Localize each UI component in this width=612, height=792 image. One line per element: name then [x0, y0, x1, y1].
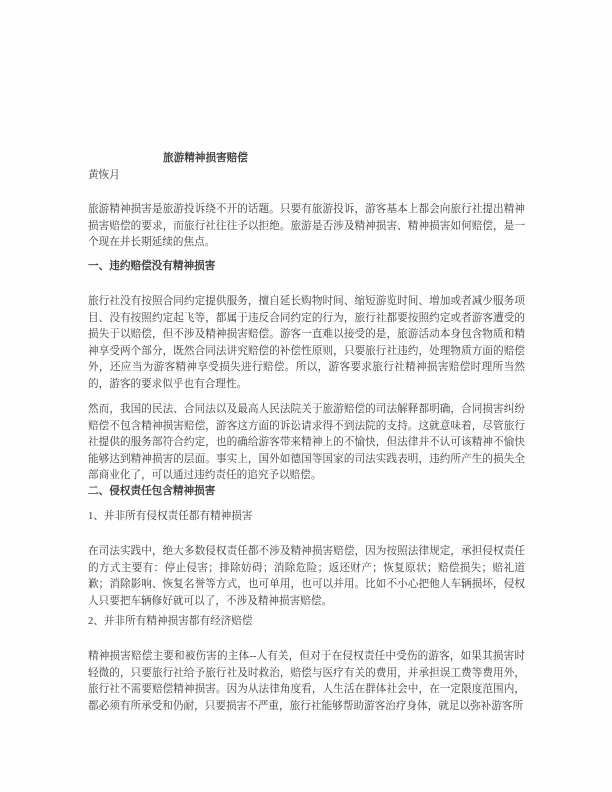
paragraph-law-position: 然而，我国的民法、合同法以及最高人民法院关于旅游赔偿的司法解释都明确，合同损害纠纷赔偿不包含精神损害赔偿，游客这方面的诉讼请求得不到法院的支持。这就意味着，尽管旅行社提供的服务部符合约定，也的确给游客带来精神上的不愉快，但法律并不认可该精神不愉快能够达到精神损害的层面。事实上，国外如德国等国家的司法实践表明，违约所产生的损失全部商业化了，可以通过违约责任的追究予以赔偿。 [88, 404, 525, 482]
subheading-2-2: 2、并非所有精神损害都有经济赔偿 [88, 616, 253, 627]
document-title: 旅游精神损害赔偿 [163, 153, 248, 164]
paragraph-intro: 旅游精神损害是旅游投诉绕不开的话题。只要有旅游投诉，游客基本上都会向旅行社提出精神损害赔偿的要求，而旅行社往往予以拒绝。旅游是否涉及精神损害、精神损害如何赔偿，是一个现在并长期延续的焦点。 [88, 204, 525, 249]
document-author: 黄恢月 [88, 170, 120, 181]
paragraph-breach-of-contract: 旅行社没有按照合同约定提供服务，擅自延长购物时间、缩短游览时间、增加或者减少服务项目、没有按照约定起飞等，都属于违反合同约定的行为，旅行社都要按照约定或者游客遭受的损失于以赔偿，但不涉及精神损害赔偿。游客一直难以接受的是，旅游活动本身包含物质和精神享受两个部分，既然合同法讲究赔偿的补偿性原则，只要旅行社违约，处理物质方面的赔偿外，还应当为游客精神享受损失进行赔偿。所以，游客要求旅行社精神损害赔偿时理所当然的，游客的要求似乎也有合理性。 [88, 296, 525, 390]
paragraph-tort-liability: 在司法实践中，绝大多数侵权责任都不涉及精神损害赔偿，因为按照法律规定，承担侵权责任的方式主要有：停止侵害；排除妨碍；消除危险；返还财产；恢复原状；赔偿损失；赔礼道歉；消除影响、恢复名誉等方式，也可单用，也可以并用。比如不小心把他人车辆损坏，侵权人只要把车辆修好就可以了，不涉及精神损害赔偿。 [88, 546, 525, 607]
paragraph-minor-injury: 精神损害赔偿主要和被伤害的主体--人有关，但对于在侵权责任中受伤的游客，如果其损害时轻微的，只要旅行社给予旅行社及时救治，赔偿与医疗有关的费用，并承担误工费等费用外，旅行社不需要赔偿精神损害。因为从法律角度看，人生活在群体社会中，在一定限度范围内，都必须有所承受和仍耐，只要损害不严重，旅行社能够帮助游客治疗身体，就足以弥补游客所 [88, 651, 525, 712]
subheading-2-1: 1、并非所有侵权责任都有精神损害 [88, 511, 253, 522]
heading-section-2: 二、侵权责任包含精神损害 [88, 486, 216, 497]
heading-section-1: 一、违约赔偿没有精神损害 [88, 261, 216, 272]
